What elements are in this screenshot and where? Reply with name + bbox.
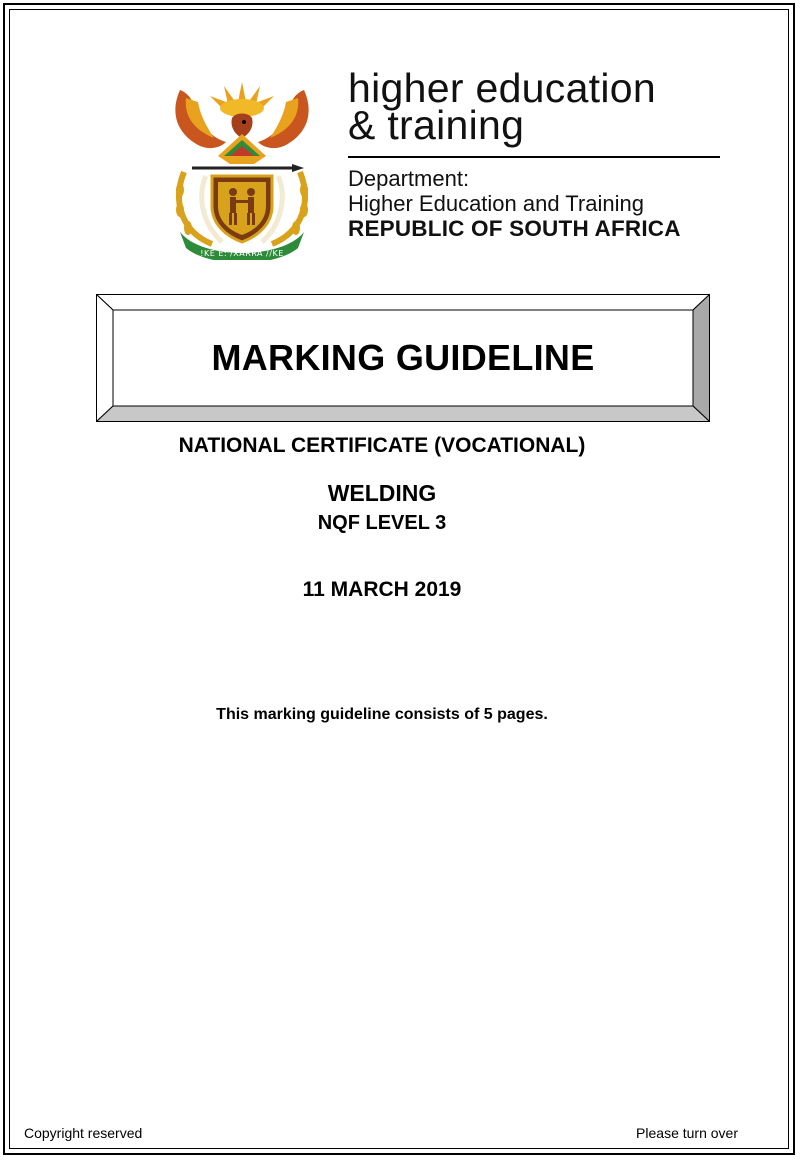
department-label: Department: [348,166,470,191]
page-count-note: This marking guideline consists of 5 pages. [216,706,548,723]
certificate-name: NATIONAL CERTIFICATE (VOCATIONAL) [178,434,586,457]
coat-of-arms-icon [162,72,322,260]
brand-line-1: higher education [348,65,656,111]
brand-divider [348,156,720,158]
nqf-level: NQF LEVEL 3 [317,512,447,534]
department-header [348,65,728,241]
footer-copyright: Copyright reserved [24,1125,143,1141]
title-frame [96,294,710,422]
brand-line-2: & training [348,102,525,148]
footer-turn-over: Please turn over [636,1125,738,1141]
coat-of-arms-logo [162,72,322,260]
exam-date: 11 MARCH 2019 [302,578,462,601]
department-name: Higher Education and Training [348,191,644,216]
document-title: MARKING GUIDELINE [211,337,595,378]
svg-text:!KE E: /XARRA //KE: !KE E: /XARRA //KE [200,249,284,258]
country-name: REPUBLIC OF SOUTH AFRICA [348,216,681,241]
subject-name: WELDING [327,480,437,506]
